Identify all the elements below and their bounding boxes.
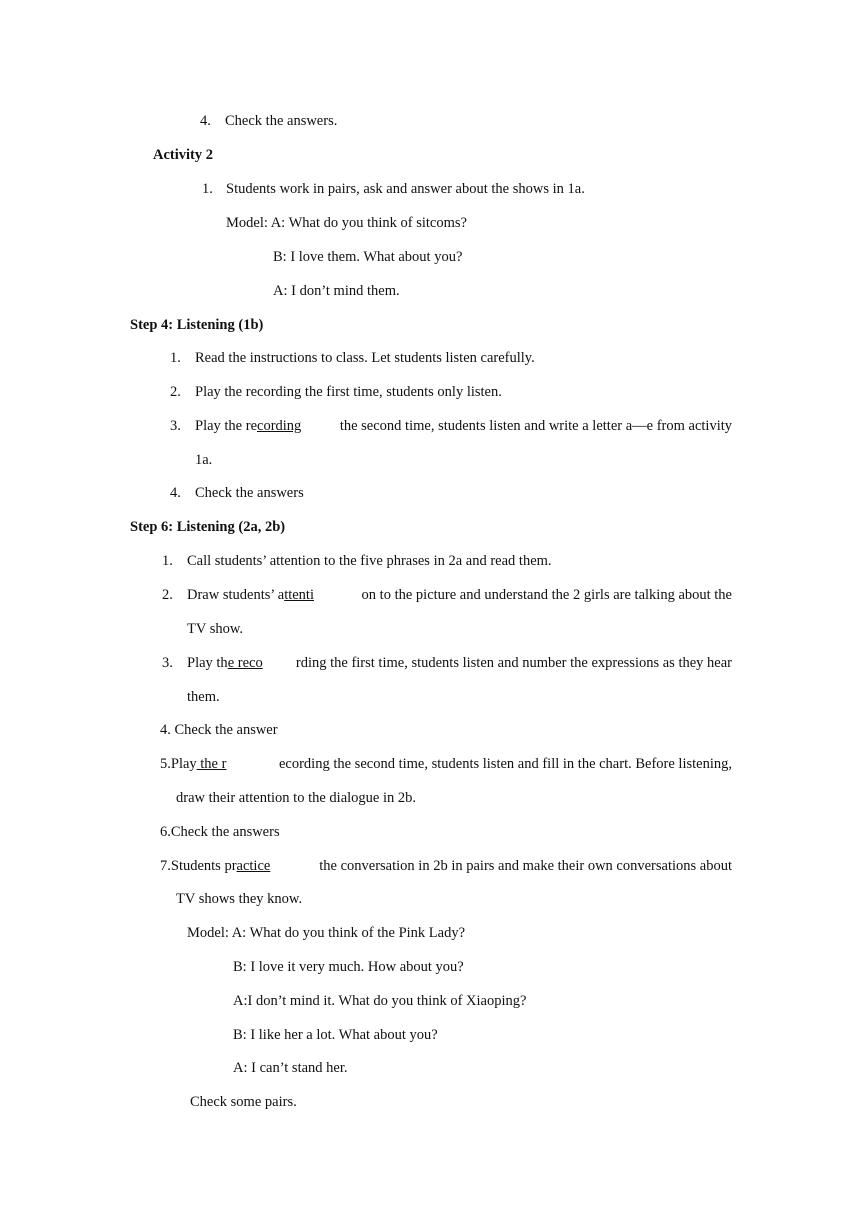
list-text (160, 857, 732, 875)
model-dialogue-line: B: I love them. What about you? (273, 249, 463, 265)
text-segment: the second time, students listen and write a letter a—e from activity (339, 418, 732, 434)
list-item (202, 180, 585, 198)
activity-heading: Activity 2 (153, 147, 213, 163)
list-number: 4. (170, 485, 181, 501)
list-text: Call students’ attention to the five phrases in 2a and read them. (187, 553, 552, 569)
list-text (160, 755, 732, 773)
model-dialogue-line: B: I love it very much. How about you? (233, 959, 464, 975)
list-item (170, 417, 732, 435)
list-continuation: them. (187, 689, 220, 705)
list-text (187, 654, 732, 672)
list-item (160, 857, 732, 875)
list-text (187, 586, 732, 604)
list-item: 4. Check the answer (160, 722, 278, 738)
text-segment: rding the first time, students listen and number the expressions as they hear (295, 655, 732, 671)
model-dialogue-line: A: I don’t mind them. (273, 283, 400, 299)
list-text: Read the instructions to class. Let students listen carefully. (195, 350, 535, 366)
list-item (170, 349, 535, 367)
list-text: Play the recording the first time, students only listen. (195, 384, 502, 400)
list-number: 4. (200, 113, 211, 129)
list-item (160, 755, 732, 773)
list-item (170, 383, 502, 401)
closing-instruction: Check some pairs. (190, 1094, 297, 1110)
model-dialogue-line: A: I can’t stand her. (233, 1060, 348, 1076)
text-segment: 5.Play the r (160, 756, 227, 772)
model-dialogue-line: Model: A: What do you think of the Pink Lady? (187, 925, 466, 941)
text-segment: 7.Students practice (160, 858, 271, 874)
list-continuation: TV show. (187, 621, 243, 637)
list-number: 2. (162, 587, 173, 603)
list-item: 6.Check the answers (160, 824, 280, 840)
list-continuation: TV shows they know. (176, 891, 303, 907)
text-segment: Play the recording (195, 418, 302, 434)
list-text: Check the answers. (225, 113, 338, 129)
list-item (170, 484, 304, 502)
text-segment: Play the reco (187, 655, 263, 671)
list-number: 2. (170, 384, 181, 400)
list-number: 1. (202, 181, 213, 197)
list-text (195, 417, 732, 435)
model-dialogue-line: B: I like her a lot. What about you? (233, 1027, 438, 1043)
list-item (162, 654, 732, 672)
step-heading: Step 4: Listening (1b) (130, 317, 264, 333)
text-segment: the conversation in 2b in pairs and make their own conversations about (319, 858, 732, 874)
list-item (162, 552, 552, 570)
list-number: 3. (162, 655, 173, 671)
step-heading: Step 6: Listening (2a, 2b) (130, 519, 286, 535)
list-number: 1. (170, 350, 181, 366)
list-text: Check the answers (195, 485, 304, 501)
model-dialogue-line: Model: A: What do you think of sitcoms? (226, 215, 467, 231)
list-continuation: 1a. (195, 452, 213, 468)
list-item (200, 112, 337, 130)
list-continuation: draw their attention to the dialogue in 2b. (176, 790, 416, 806)
text-segment: ecording the second time, students listen and fill in the chart. Before listening, (278, 756, 732, 772)
text-segment: Draw students’ attenti (187, 587, 314, 603)
list-number: 1. (162, 553, 173, 569)
list-item (162, 586, 732, 604)
text-segment: on to the picture and understand the 2 girls are talking about the (361, 587, 732, 603)
model-dialogue-line: A:I don’t mind it. What do you think of Xiaoping? (233, 993, 527, 1009)
list-text: Students work in pairs, ask and answer about the shows in 1a. (226, 181, 585, 197)
list-number: 3. (170, 418, 181, 434)
